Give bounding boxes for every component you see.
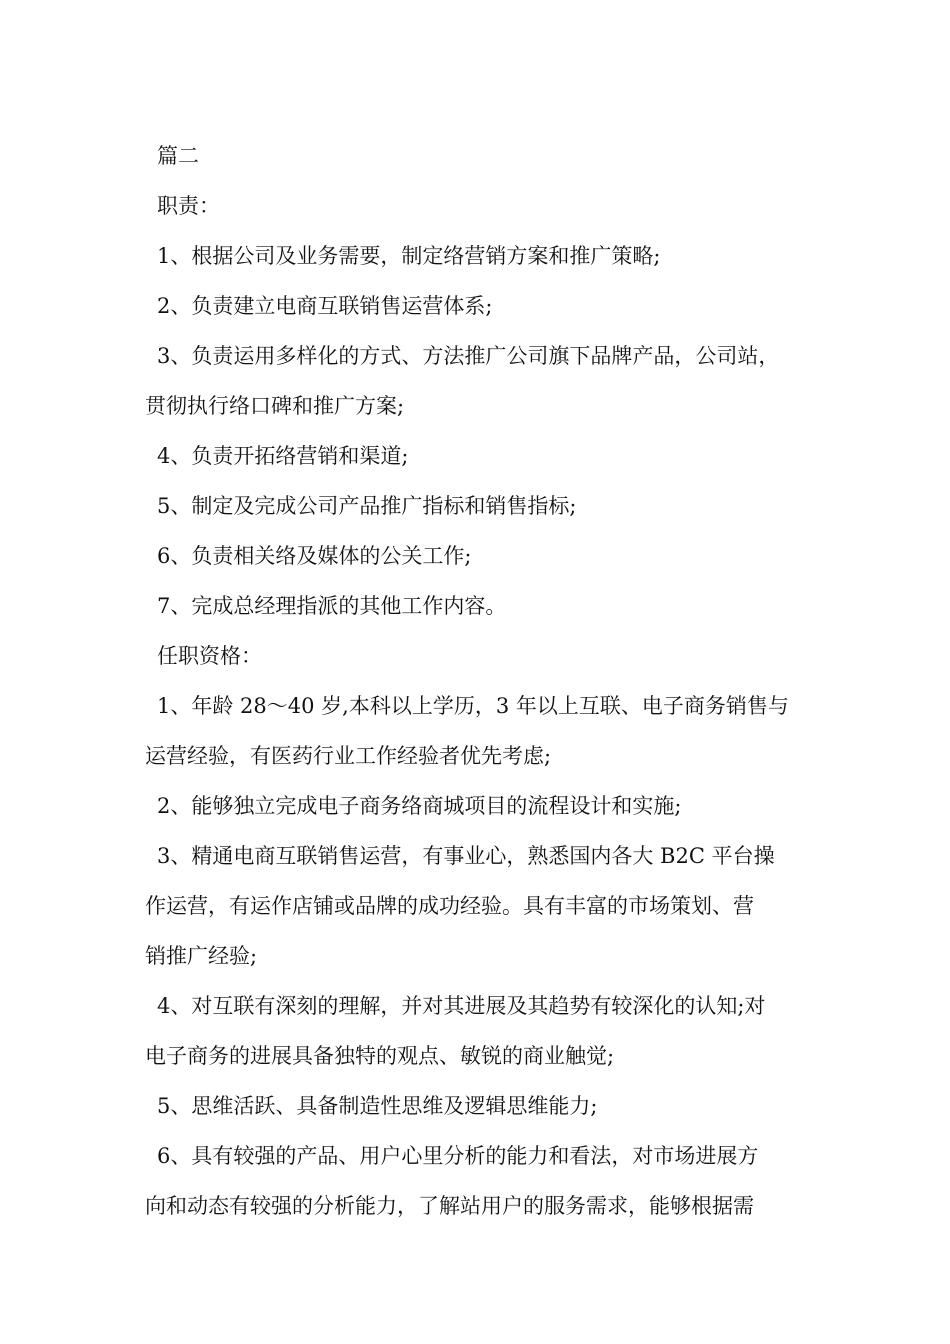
responsibility-item-3-continued: 贯彻执行络口碑和推广方案; <box>145 394 405 418</box>
responsibility-item-1: 1、根据公司及业务需要，制定络营销方案和推广策略; <box>157 244 661 268</box>
qualification-item-4-continued: 电子商务的进展具备独特的观点、敏锐的商业触觉; <box>145 1044 615 1068</box>
qualification-item-2: 2、能够独立完成电子商务络商城项目的流程设计和实施; <box>157 794 682 818</box>
qualifications-heading: 任职资格： <box>157 644 262 668</box>
qualification-item-5: 5、思维活跃、具备制造性思维及逻辑思维能力; <box>157 1094 598 1118</box>
responsibility-item-5: 5、制定及完成公司产品推广指标和销售指标; <box>157 494 577 518</box>
document-body <box>145 131 827 1231</box>
qualification-item-3-continued-2: 销推广经验; <box>145 944 258 968</box>
qualification-item-1: 1、年龄 28～40 岁,本科以上学历，3 年以上互联、电子商务销售与 <box>157 694 789 718</box>
qualification-item-6: 6、具有较强的产品、用户心里分析的能力和看法，对市场进展方 <box>157 1144 759 1168</box>
responsibility-item-4: 4、负责开拓络营销和渠道; <box>157 444 409 468</box>
qualification-item-4: 4、对互联有深刻的理解，并对其进展及其趋势有较深化的认知;对 <box>157 994 766 1018</box>
responsibility-item-7: 7、完成总经理指派的其他工作内容。 <box>157 594 507 618</box>
qualification-item-3: 3、精通电商互联销售运营，有事业心，熟悉国内各大 B2C 平台操 <box>157 844 775 868</box>
section-heading: 篇二 <box>157 144 199 168</box>
qualification-item-6-continued: 向和动态有较强的分析能力，了解站用户的服务需求，能够根据需 <box>145 1194 754 1218</box>
responsibility-item-2: 2、负责建立电商互联销售运营体系; <box>157 294 493 318</box>
responsibilities-heading: 职责： <box>157 194 220 218</box>
qualification-item-3-continued: 作运营，有运作店铺或品牌的成功经验。具有丰富的市场策划、营 <box>145 894 754 918</box>
responsibility-item-6: 6、负责相关络及媒体的公关工作; <box>157 544 472 568</box>
responsibility-item-3: 3、负责运用多样化的方式、方法推广公司旗下品牌产品，公司站， <box>157 344 780 368</box>
qualification-item-1-continued: 运营经验，有医药行业工作经验者优先考虑; <box>145 744 552 768</box>
